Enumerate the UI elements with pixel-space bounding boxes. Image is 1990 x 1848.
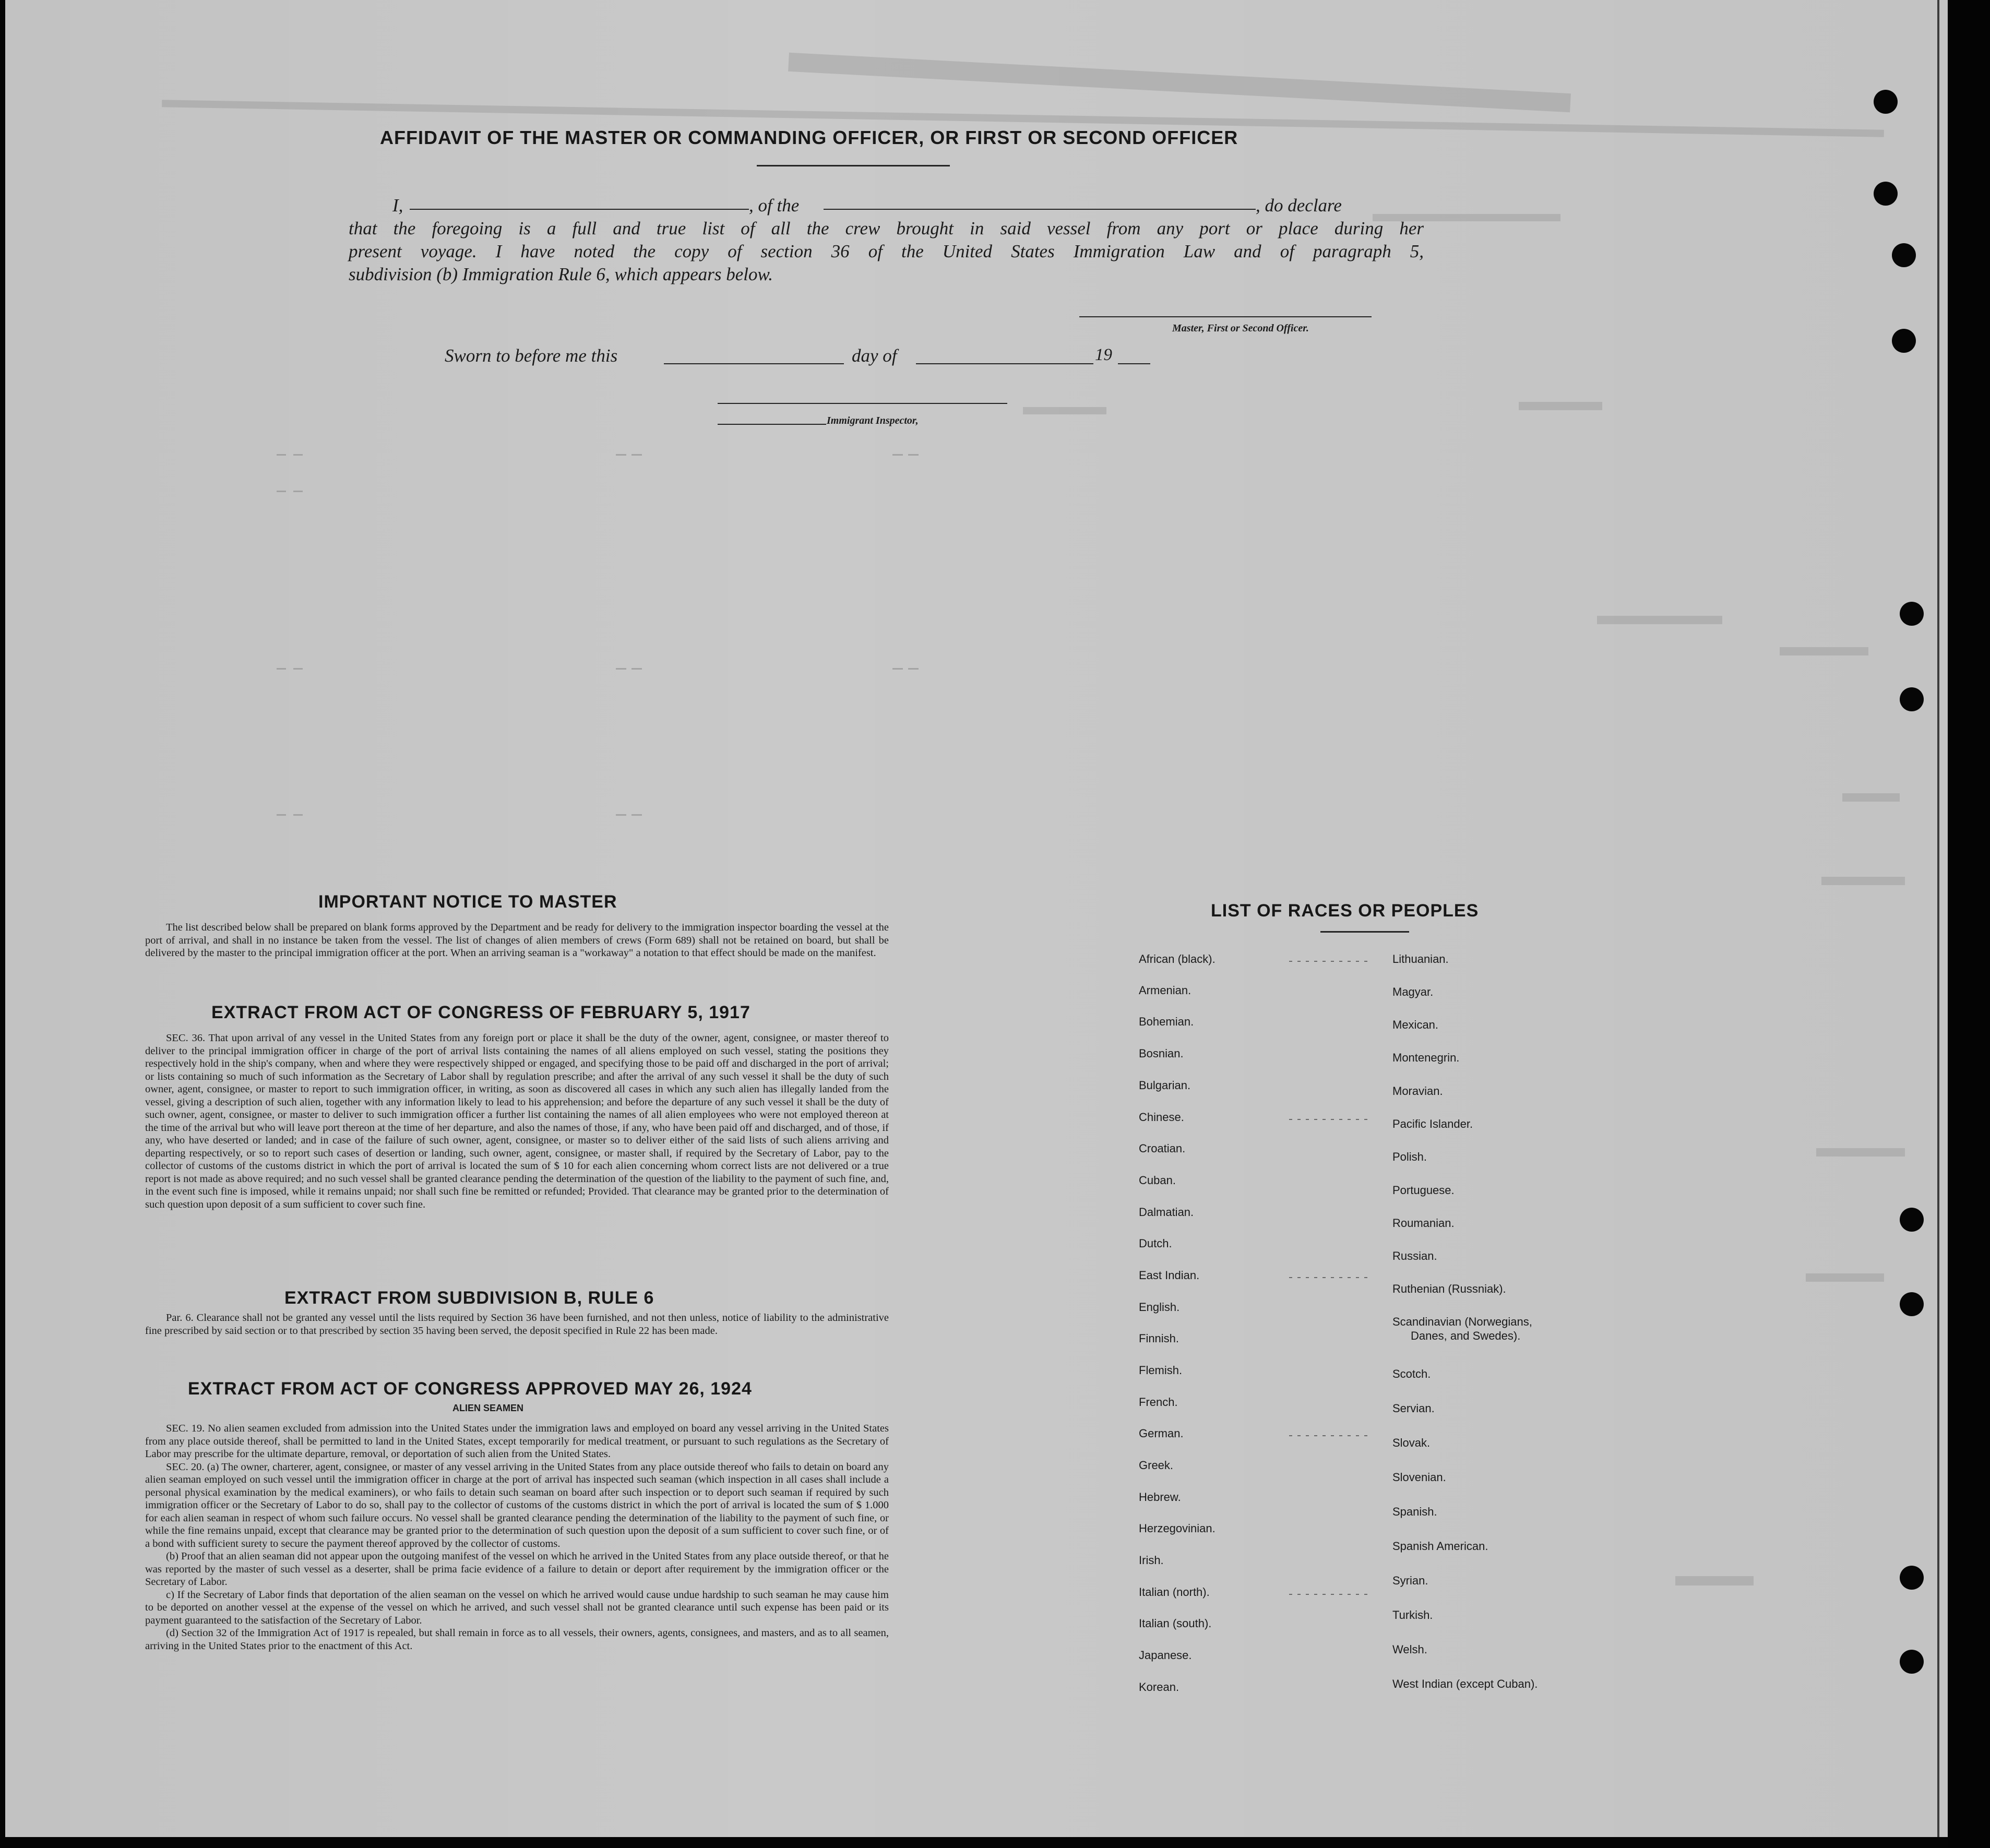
race-item: Portuguese. <box>1392 1184 1455 1197</box>
extract-rule6-title: EXTRACT FROM SUBDIVISION B, RULE 6 <box>284 1288 654 1308</box>
race-item: Hebrew. <box>1139 1491 1181 1504</box>
race-item: East Indian. <box>1139 1269 1200 1282</box>
race-item: Cuban. <box>1139 1174 1176 1187</box>
sec-20b-paragraph: (b) Proof that an alien seaman did not appear upon the outgoing manifest of the vessel on which he arrived in the United States from any place outside thereof, or that he was reported by the master of such vessel as a deserter, shall be prima facie evidence of a failure to detain or deport after requirement by the immigration officer or the Secretary of Labor. <box>145 1551 889 1588</box>
race-item: Pacific Islander. <box>1392 1117 1473 1130</box>
binding-hole <box>1874 182 1898 206</box>
race-item: Scotch. <box>1392 1367 1431 1380</box>
race-item: French. <box>1139 1396 1178 1409</box>
year-prefix: 19 <box>1095 345 1112 364</box>
extract-1917-text: SEC. 36. That upon arrival of any vessel in the United States from any foreign port or place it shall be the duty of the owner, agent, consignee, or master thereof to deliver to the principal immigration officer in charge of the port of arrival lists containing the names of all aliens employed on such vessel, stating the positions they respectively hold in the ship's company, when and where they were respectively shipped or engaged, and specifying those to be paid off and discharged in the port of arrival; or lists containing so much of such information as the Secretary of Labor shall by regulation prescribe; and after the arrival of any such vessel it shall be the duty of such owner, agent, consignee, or master to report to such immigration officer, in writing, as soon as discovered all cases in which any such alien has illegally landed from the vessel, giving a description of such alien, together with any information likely to lead to his apprehension; and before the departure of any such vessel it shall be the duty of such owner, agent, consignee, or master to deliver to such immigration officer a further list containing the names of all alien employees who were not employed thereon at the time of the arrival but who will leave port thereon at the time of her departure, and also the names of those, if any, who have been paid off and discharged, and of those, if any, who have deserted or landed; and in case of the failure of such owner, agent, consignee, or master so to deliver either of the said lists of such aliens arriving and departing respectively, or so to report such cases of desertion or landing, such owner, agent, consignee, or master shall, if required by the Secretary of Labor, pay to the collector of customs of the customs district in which the port of arrival is located the sum of $ 10 for each alien concerning whom correct lists are not delivered or a true report is not made as above required; and no such vessel shall be granted clearance pending the determination of the question of the liability to the payment of such fine, and, in the event such fine is imposed, while it remains unpaid; nor shall such fine be remitted or refunded; Provided. That clearance may be granted prior to the determination of such question upon deposit of a sum sufficient to cover such fine. <box>145 1032 889 1210</box>
leader-dots <box>1289 961 1367 962</box>
race-item: Danes, and Swedes). <box>1411 1329 1521 1342</box>
race-item: Servian. <box>1392 1402 1435 1415</box>
race-item: English. <box>1139 1301 1180 1314</box>
race-item: German. <box>1139 1427 1184 1440</box>
race-item: Korean. <box>1139 1680 1179 1694</box>
scan-border-right <box>1948 0 1990 1848</box>
races-title: LIST OF RACES OR PEOPLES <box>1211 901 1479 921</box>
affidavit-line1-mid: , of the <box>749 195 800 216</box>
race-item: Spanish American. <box>1392 1540 1488 1553</box>
race-item: West Indian (except Cuban). <box>1392 1677 1538 1690</box>
extract-1924-title: EXTRACT FROM ACT OF CONGRESS APPROVED MAY 26, 1924 <box>188 1379 752 1399</box>
binding-hole <box>1900 1208 1924 1232</box>
race-item: Irish. <box>1139 1554 1164 1567</box>
affidavit-line3: present voyage. I have noted the copy of section 36 of the United States Immigration Law and of paragraph 5, <box>349 241 1424 261</box>
race-item: Bohemian. <box>1139 1015 1194 1028</box>
race-item: Polish. <box>1392 1150 1427 1163</box>
inspector-caption-blank <box>718 424 826 425</box>
race-item: Dutch. <box>1139 1237 1172 1250</box>
races-title-underline <box>1320 931 1409 933</box>
leader-dots <box>1289 1435 1367 1436</box>
vessel-name-blank[interactable] <box>824 209 1256 210</box>
race-item: Magyar. <box>1392 985 1434 998</box>
sec-20a-paragraph: SEC. 20. (a) The owner, charterer, agent, consignee, or master of any vessel arriving in the United States from any place outside thereof who fails to detain on board any alien seaman employed on such vessel until the immigration officer in charge at the port of arrival has inspected such seaman (which inspection in all cases shall include a personal physical examination by the medical examiners), or who fails to detain such seaman on board after such inspection or to deport such seaman if required by such immigration officer or the Secretary of Labor to do so, shall pay to the collector of customs of the customs district in which the port of arrival is located the sum of $ 1.000 for each alien seaman in respect of whom such failure occurs. No vessel shall be granted clearance pending the determination of the liability to the payment of such fine, or while the fine remains unpaid, except that clearance may be granted prior to the determination of such question upon the deposit of a sum sufficient to cover such fine, or of a bond with sufficient surety to secure the payment thereof approved by the collector of customs. <box>145 1461 889 1549</box>
sworn-text: Sworn to before me this <box>445 345 618 366</box>
race-item: Bulgarian. <box>1139 1079 1191 1092</box>
binding-hole <box>1874 90 1898 114</box>
binding-hole <box>1900 602 1924 626</box>
race-item: Japanese. <box>1139 1649 1192 1662</box>
signature-caption: Master, First or Second Officer. <box>1172 323 1309 334</box>
alien-seamen-subtitle: ALIEN SEAMEN <box>452 1403 524 1413</box>
sworn-month-blank[interactable] <box>916 363 1093 364</box>
leader-dots <box>1289 1277 1367 1278</box>
sec-19-paragraph: SEC. 19. No alien seamen excluded from admission into the United States under the immigration laws and employed on board any vessel arriving in the United States from any place outside thereof, shall be permitted to land in the United States, except temporarily for medical treatment, or pursuant to such regulations as the Secretary of Labor may prescribe for the ultimate departure, removal, or deportation of such alien from the United States. <box>145 1423 889 1460</box>
race-item: African (black). <box>1139 952 1216 965</box>
affidavit-line1-start: I, <box>392 195 403 216</box>
race-item: Lithuanian. <box>1392 952 1449 965</box>
binding-hole <box>1900 687 1924 711</box>
race-item: Roumanian. <box>1392 1217 1455 1230</box>
affidavit-title-underline <box>757 165 950 166</box>
race-item: Moravian. <box>1392 1084 1443 1098</box>
race-item: Turkish. <box>1392 1608 1433 1622</box>
affidavit-title: AFFIDAVIT OF THE MASTER OR COMMANDING OFFICER, OR FIRST OR SECOND OFFICER <box>380 127 1238 148</box>
sec-20d-paragraph: (d) Section 32 of the Immigration Act of 1917 is repealed, but shall remain in force as to all vessels, their owners, agents, consignees, and masters, and as to all seamen, arriving in the United States prior to the enactment of this Act. <box>145 1627 889 1652</box>
race-item: Slovenian. <box>1392 1471 1446 1484</box>
day-of-text: day of <box>852 345 897 366</box>
race-item: Bosnian. <box>1139 1047 1184 1060</box>
race-item: Chinese. <box>1139 1111 1184 1124</box>
fold-line <box>1937 0 1939 1837</box>
binding-hole <box>1900 1292 1924 1316</box>
race-item: Finnish. <box>1139 1332 1179 1345</box>
inspector-caption: Immigrant Inspector, <box>827 415 919 426</box>
sworn-day-blank[interactable] <box>664 363 844 364</box>
notice-title: IMPORTANT NOTICE TO MASTER <box>318 892 617 912</box>
race-item: Mexican. <box>1392 1018 1439 1031</box>
notice-text: The list described below shall be prepared on blank forms approved by the Department and be ready for delivery to the immigration inspector boarding the vessel at the port of arrival, and shall in no instance be taken from the vessel. The list of changes of alien members of crews (Form 689) shall not be retained on board, but shall be delivered by the master to the principal immigration officer at the port. When an arriving seaman is a "workaway" a notation to that effect should be made on the manifest. <box>145 922 889 959</box>
signature-blank[interactable] <box>1079 316 1372 317</box>
race-item: Spanish. <box>1392 1505 1437 1518</box>
declarant-name-blank[interactable] <box>410 209 749 210</box>
race-item: Montenegrin. <box>1392 1051 1460 1064</box>
race-item: Armenian. <box>1139 984 1191 997</box>
affidavit-line1-end: , do declare <box>1256 195 1342 216</box>
race-item: Dalmatian. <box>1139 1206 1194 1219</box>
race-item: Russian. <box>1392 1249 1437 1262</box>
inspector-signature-blank[interactable] <box>718 403 1007 404</box>
race-item: Welsh. <box>1392 1643 1427 1656</box>
race-item: Herzegovinian. <box>1139 1522 1216 1535</box>
binding-hole <box>1892 329 1916 353</box>
race-item: Syrian. <box>1392 1574 1428 1587</box>
race-item: Croatian. <box>1139 1142 1186 1155</box>
binding-hole <box>1900 1650 1924 1674</box>
extract-1917-title: EXTRACT FROM ACT OF CONGRESS OF FEBRUARY 5, 1917 <box>211 1003 750 1022</box>
binding-hole <box>1892 243 1916 267</box>
manifest-page <box>5 0 1948 1837</box>
race-item: Italian (north). <box>1139 1585 1210 1599</box>
affidavit-line2: that the foregoing is a full and true list of all the crew brought in said vessel from any port or place during her <box>349 218 1424 239</box>
extract-rule6-text: Par. 6. Clearance shall not be granted any vessel until the lists required by Section 36 have been furnished, and not then unless, notice of liability to the administrative fine prescribed by said section or to that prescribed by section 35 having been served, the deposit specified in Rule 22 has been made. <box>145 1312 889 1337</box>
race-item: Greek. <box>1139 1459 1174 1472</box>
extract-1924-text <box>145 1422 889 1652</box>
race-item: Ruthenian (Russniak). <box>1392 1282 1506 1295</box>
sworn-year-blank[interactable] <box>1118 363 1150 364</box>
sec-20c-paragraph: c) If the Secretary of Labor finds that deportation of the alien seaman on the vessel on which he arrived would cause undue hardship to such seaman he may cause him to be deported on another vessel at the expense of the vessel on which he arrived, and such vessel shall not be granted clearance until such expense has been paid or its payment guaranteed to the satisfaction of the Secretary of Labor. <box>145 1589 889 1626</box>
leader-dots <box>1289 1594 1367 1595</box>
race-item: Flemish. <box>1139 1364 1183 1377</box>
race-item: Scandinavian (Norwegians, <box>1392 1315 1532 1328</box>
affidavit-line4: subdivision (b) Immigration Rule 6, which appears below. <box>349 264 773 284</box>
race-item: Slovak. <box>1392 1436 1431 1449</box>
binding-hole <box>1900 1566 1924 1590</box>
race-item: Italian (south). <box>1139 1617 1212 1630</box>
leader-dots <box>1289 1119 1367 1120</box>
